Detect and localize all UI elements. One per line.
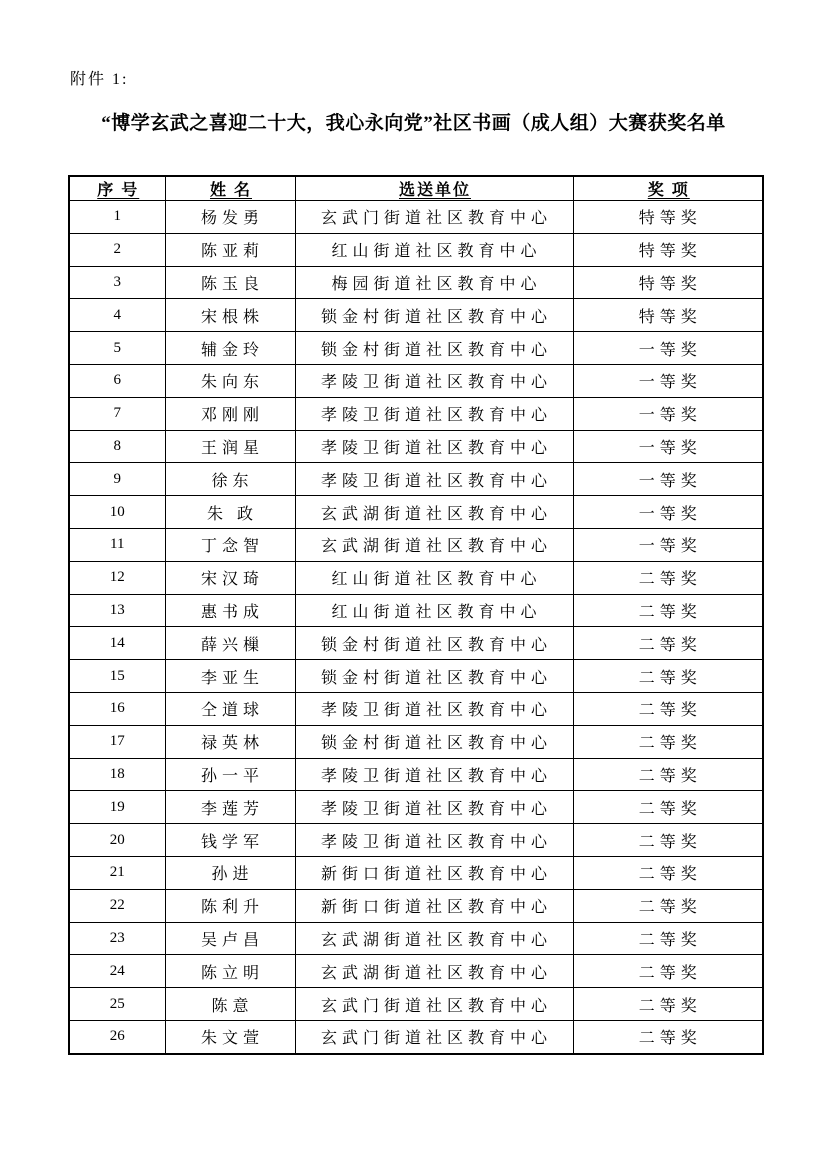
serial-cell: 22 [69,889,165,922]
unit-cell: 玄武湖街道社区教育中心 [295,496,573,529]
table-row [69,791,763,824]
name-cell: 徐东 [165,463,295,496]
award-cell: 二等奖 [573,889,763,922]
award-cell: 一等奖 [573,364,763,397]
serial-cell: 21 [69,856,165,889]
award-cell: 特等奖 [573,266,763,299]
name-cell: 陈利升 [165,889,295,922]
serial-cell: 24 [69,955,165,988]
serial-cell: 26 [69,1020,165,1053]
table-row [69,496,763,529]
unit-cell: 锁金村街道社区教育中心 [295,332,573,365]
serial-cell: 16 [69,692,165,725]
award-cell: 二等奖 [573,824,763,857]
name-cell: 朱 政 [165,496,295,529]
serial-cell: 23 [69,922,165,955]
award-cell: 二等奖 [573,922,763,955]
serial-cell: 19 [69,791,165,824]
table-row [69,201,763,234]
column-header-serial-label: 序 号 [97,182,140,199]
serial-cell: 20 [69,824,165,857]
name-cell: 宋根株 [165,299,295,332]
name-cell: 陈立明 [165,955,295,988]
name-cell: 邓刚刚 [165,397,295,430]
unit-cell: 玄武门街道社区教育中心 [295,988,573,1021]
unit-cell: 孝陵卫街道社区教育中心 [295,758,573,791]
serial-cell: 6 [69,364,165,397]
award-cell: 二等奖 [573,791,763,824]
serial-cell: 13 [69,594,165,627]
award-cell: 一等奖 [573,430,763,463]
award-cell: 二等奖 [573,725,763,758]
column-header-unit-label: 选送单位 [398,182,471,199]
table-row [69,266,763,299]
column-header-award [573,176,763,201]
award-cell: 一等奖 [573,496,763,529]
unit-cell: 玄武湖街道社区教育中心 [295,922,573,955]
column-header-name [165,176,295,201]
award-cell: 特等奖 [573,201,763,234]
name-cell: 王润星 [165,430,295,463]
name-cell: 吴卢昌 [165,922,295,955]
unit-cell: 锁金村街道社区教育中心 [295,725,573,758]
name-cell: 李亚生 [165,660,295,693]
unit-cell: 梅园街道社区教育中心 [295,266,573,299]
award-cell: 二等奖 [573,660,763,693]
table-row [69,660,763,693]
unit-cell: 红山街道社区教育中心 [295,561,573,594]
serial-cell: 1 [69,201,165,234]
award-cell: 二等奖 [573,594,763,627]
unit-cell: 新街口街道社区教育中心 [295,856,573,889]
name-cell: 钱学军 [165,824,295,857]
table-row [69,725,763,758]
table-row [69,463,763,496]
serial-cell: 18 [69,758,165,791]
serial-cell: 3 [69,266,165,299]
unit-cell: 孝陵卫街道社区教育中心 [295,692,573,725]
unit-cell: 红山街道社区教育中心 [295,233,573,266]
name-cell: 宋汉琦 [165,561,295,594]
award-cell: 二等奖 [573,692,763,725]
table-row [69,922,763,955]
serial-cell: 7 [69,397,165,430]
column-header-name-label: 姓 名 [209,182,252,199]
unit-cell: 锁金村街道社区教育中心 [295,660,573,693]
name-cell: 朱向东 [165,364,295,397]
page-title: “博学玄武之喜迎二十大，我心永向党”社区书画（成人组）大赛获奖名单 [101,113,726,134]
name-cell: 辅金玲 [165,332,295,365]
name-cell: 孙进 [165,856,295,889]
serial-cell: 8 [69,430,165,463]
award-cell: 一等奖 [573,463,763,496]
name-cell: 陈玉良 [165,266,295,299]
table-row [69,856,763,889]
unit-cell: 新街口街道社区教育中心 [295,889,573,922]
name-cell: 朱文萱 [165,1020,295,1053]
name-cell: 孙一平 [165,758,295,791]
table-row [69,955,763,988]
award-cell: 一等奖 [573,528,763,561]
award-cell: 二等奖 [573,856,763,889]
award-cell: 特等奖 [573,299,763,332]
column-header-award-label: 奖 项 [647,182,690,199]
column-header-unit [295,176,573,201]
attachment-label: 附件 1: [70,71,129,88]
unit-cell: 孝陵卫街道社区教育中心 [295,430,573,463]
table-row [69,299,763,332]
serial-cell: 9 [69,463,165,496]
table-row [69,1020,763,1053]
serial-cell: 14 [69,627,165,660]
table-row [69,430,763,463]
serial-cell: 4 [69,299,165,332]
serial-cell: 15 [69,660,165,693]
serial-cell: 12 [69,561,165,594]
serial-cell: 25 [69,988,165,1021]
table-row [69,233,763,266]
table-row [69,758,763,791]
unit-cell: 孝陵卫街道社区教育中心 [295,364,573,397]
unit-cell: 玄武湖街道社区教育中心 [295,955,573,988]
unit-cell: 玄武湖街道社区教育中心 [295,528,573,561]
award-cell: 一等奖 [573,332,763,365]
award-cell: 二等奖 [573,1020,763,1053]
column-header-serial [69,176,165,201]
unit-cell: 锁金村街道社区教育中心 [295,627,573,660]
name-cell: 仝道球 [165,692,295,725]
name-cell: 陈亚莉 [165,233,295,266]
table-row [69,889,763,922]
award-cell: 二等奖 [573,955,763,988]
table-row [69,332,763,365]
unit-cell: 孝陵卫街道社区教育中心 [295,824,573,857]
name-cell: 惠书成 [165,594,295,627]
table-body [69,201,763,1054]
award-table [68,175,764,1055]
table-row [69,397,763,430]
serial-cell: 11 [69,528,165,561]
name-cell: 杨发勇 [165,201,295,234]
name-cell: 禄英林 [165,725,295,758]
unit-cell: 孝陵卫街道社区教育中心 [295,791,573,824]
name-cell: 李莲芳 [165,791,295,824]
serial-cell: 17 [69,725,165,758]
serial-cell: 10 [69,496,165,529]
name-cell: 丁念智 [165,528,295,561]
table-header-row [69,176,763,201]
table-row [69,364,763,397]
table-row [69,594,763,627]
name-cell: 薛兴樔 [165,627,295,660]
serial-cell: 5 [69,332,165,365]
unit-cell: 玄武门街道社区教育中心 [295,1020,573,1053]
table-row [69,561,763,594]
award-cell: 二等奖 [573,561,763,594]
name-cell: 陈意 [165,988,295,1021]
unit-cell: 锁金村街道社区教育中心 [295,299,573,332]
award-cell: 一等奖 [573,397,763,430]
table-row [69,988,763,1021]
table-row [69,692,763,725]
award-cell: 特等奖 [573,233,763,266]
table-row [69,824,763,857]
serial-cell: 2 [69,233,165,266]
unit-cell: 孝陵卫街道社区教育中心 [295,397,573,430]
unit-cell: 玄武门街道社区教育中心 [295,201,573,234]
table-row [69,627,763,660]
award-cell: 二等奖 [573,758,763,791]
table-row [69,528,763,561]
unit-cell: 红山街道社区教育中心 [295,594,573,627]
award-cell: 二等奖 [573,627,763,660]
unit-cell: 孝陵卫街道社区教育中心 [295,463,573,496]
award-cell: 二等奖 [573,988,763,1021]
